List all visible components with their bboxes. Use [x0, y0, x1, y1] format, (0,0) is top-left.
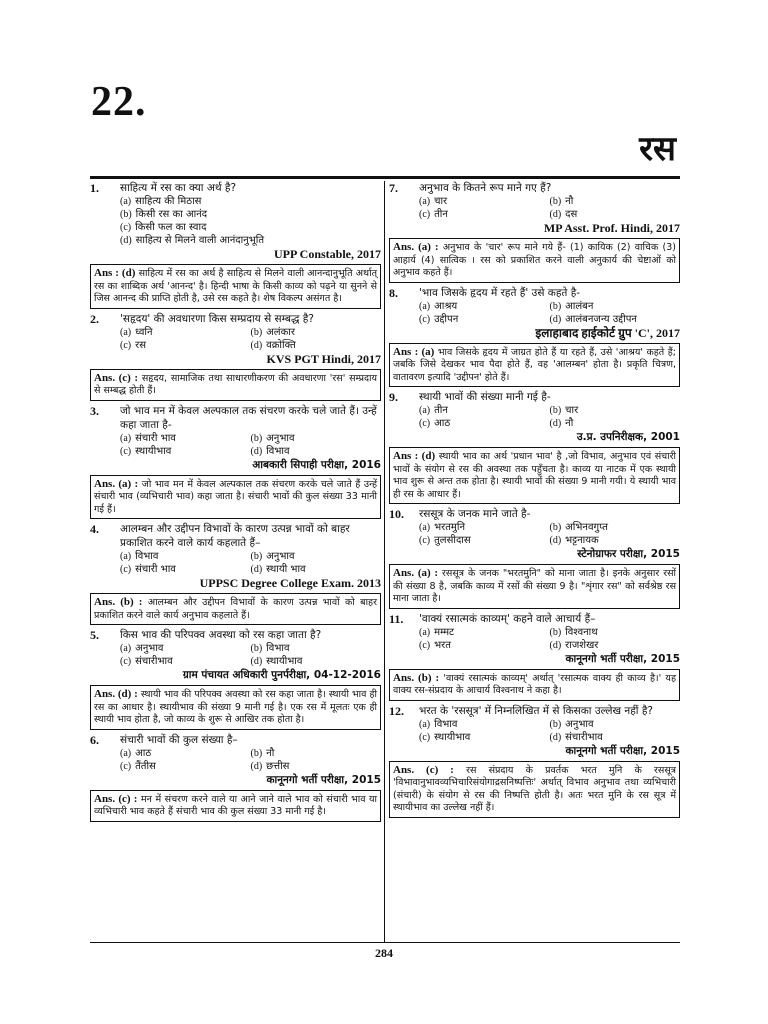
option: [550, 626, 681, 639]
option-text: विभाव: [266, 445, 290, 457]
answer-box: [389, 343, 680, 388]
option: [419, 731, 550, 744]
option: [120, 195, 381, 208]
question-block: [389, 704, 680, 818]
option-letter: (d): [549, 313, 562, 325]
question-block: [90, 733, 381, 822]
option-letter: (b): [549, 405, 562, 416]
question-text: जो भाव मन में केवल अल्पकाल तक संचरण करके चले जाते हैं। उन्हें कहा जाता है-: [120, 404, 377, 431]
option-text: नौ: [266, 747, 275, 759]
answer-explanation: रस संप्रदाय के प्रवर्तक भरत मुनि के रससूत्र 'विभावानुभावव्यभिचारिसंयोगाद्रसनिष्पत्तिः' अर्थात् विभाव अनुभाव तथा व्यभिचारी (संचारी) के संयोग से रस की निष्पत्ति होती है। अतः भरत मुनि के रस सूत्र में स्थायीभाव का उल्लेख नहीं हैं।: [393, 764, 676, 813]
answer-explanation: रससूत्र के जनक "भरतमुनि" को माना जाता है। इनके अनुसार रसों की संख्या 8 है, जबकि काव्य में रसों की संख्या 9 है। "शृंगार रस" को सर्वश्रेष्ठ रस माना जाता है।: [393, 568, 676, 604]
options-list: [120, 326, 381, 352]
option-text: आठ: [135, 747, 152, 759]
options-list: [419, 195, 680, 221]
option-letter: (c): [419, 209, 431, 220]
answer-box: [90, 685, 381, 730]
answer-label: Ans. (c) :: [94, 792, 138, 805]
option: [120, 760, 251, 773]
exam-source: MP Asst. Prof. Hindi, 2017: [543, 221, 680, 235]
option: [550, 313, 681, 326]
header-rule: [90, 176, 680, 179]
option-letter: (b): [250, 747, 263, 759]
option: [419, 195, 550, 208]
chapter-number: 22.: [91, 79, 147, 125]
question-number: 7.: [389, 181, 398, 195]
option-letter: (b): [549, 626, 562, 638]
option: [550, 404, 681, 417]
option-letter: (a): [120, 196, 132, 207]
exam-source: कानूनगो भर्ती परीक्षा, 2015: [266, 773, 381, 786]
option-letter: (c): [419, 731, 431, 743]
answer-explanation: मन में संचरण करने वाले या आने जाने वाले भाव को संचारी भाव या व्यभिचारी भाव कहते हैं संचारी भाव की कुल संख्या 33 मानी गई है।: [94, 793, 377, 817]
option: [419, 718, 550, 731]
option-letter: (a): [419, 405, 431, 416]
option: [120, 339, 251, 352]
answer-box: [90, 593, 381, 625]
question-text: 'वाक्यं रसात्मकं काव्यम्' कहने वाले आचार्य हैं–: [419, 612, 596, 625]
options-list: [419, 521, 680, 547]
option-text: छत्तीस: [266, 760, 290, 772]
option: [120, 234, 381, 247]
right-column: [389, 181, 680, 821]
options-list: [419, 718, 680, 744]
option: [120, 642, 251, 655]
exam-source: ग्राम पंचायत अधिकारी पुनर्परीक्षा, 04-12-2016: [182, 669, 381, 681]
question-block: [389, 181, 680, 283]
option-text: स्थायी भाव: [266, 564, 306, 575]
option: [251, 326, 382, 339]
option-text: विभाव: [266, 643, 290, 654]
option-text: किसी फल का स्वाद: [135, 222, 207, 233]
option: [419, 404, 550, 417]
question-text: स्थायी भावों की संख्या मानी गई है-: [419, 391, 551, 403]
option-letter: (b): [250, 432, 263, 444]
question-text: भरत के 'रससूत्र' में निम्नलिखित में से किसका उल्लेख नहीं है?: [419, 704, 653, 717]
option-text: आठ: [434, 418, 451, 429]
option-text: तैंतीस: [135, 760, 156, 772]
option-text: साहित्य की मिठास: [135, 196, 202, 207]
question-text: संचारी भावों की कुल संख्या है–: [120, 733, 238, 746]
question-number: 9.: [389, 390, 398, 404]
option-text: संचारी भाव: [135, 432, 176, 444]
option: [251, 760, 382, 773]
answer-box: [90, 475, 381, 520]
option-text: आलंबनजन्य उद्दीपन: [565, 313, 637, 325]
answer-explanation: स्थायी भाव की परिपक्व अवस्था को रस कहा जाता है। स्थायी भाव ही रस का आधार है। स्थायीभाव की संख्या 9 मानी गई है। एक रस में मूलतः एक ही स्थायी भाव होता है, जो काव्य के शुरू से आखिर तक होता है।: [94, 689, 377, 725]
exam-source: कानूनगो भर्ती परीक्षा, 2015: [565, 744, 680, 757]
answer-box: [90, 369, 381, 401]
option-letter: (c): [120, 339, 132, 351]
option: [251, 563, 382, 576]
option-text: स्थायीभाव: [135, 445, 172, 457]
option-text: अनुभाव: [266, 432, 295, 444]
option-text: भरतमुनि: [434, 522, 466, 533]
option-text: अभिनवगुप्त: [565, 522, 608, 533]
option-letter: (a): [419, 522, 431, 533]
option: [120, 221, 381, 234]
option-text: उद्दीपन: [434, 313, 459, 325]
question-text: रससूत्र के जनक माने जाते है-: [419, 508, 531, 520]
option-text: मम्मट: [434, 626, 455, 638]
option: [550, 195, 681, 208]
option-letter: (d): [250, 564, 263, 575]
option: [550, 521, 681, 534]
option-letter: (b): [549, 718, 562, 730]
option-text: विभाव: [135, 551, 159, 562]
footer-rule: [90, 942, 680, 943]
answer-box: [389, 447, 680, 504]
option-letter: (c): [120, 222, 132, 233]
exam-source: आबकारी सिपाही परीक्षा, 2016: [252, 458, 381, 471]
question-block: [90, 312, 381, 401]
option-letter: (c): [120, 656, 132, 667]
question-text: आलम्बन और उद्दीपन विभावों के कारण उत्पन्न भावों को बाहर प्रकाशित करने वाले कार्य कहलाते हैं–: [120, 523, 350, 549]
option-letter: (a): [120, 747, 132, 759]
answer-label: Ans. (c) :: [94, 371, 139, 384]
option-letter: (b): [120, 209, 132, 220]
question-number: 8.: [389, 285, 398, 300]
page-number: 284: [375, 946, 393, 960]
answer-explanation: अनुभाव के 'चार' रूप माने गये हैं- (1) कायिक (2) वाचिक (3) आहार्य (4) सात्विक । रस को प्रकाशित करने वाली अनुकार्य की चेष्टाओं को अनुभाव कहते हैं।: [393, 242, 676, 278]
question-text: 'सहृदय' की अवधारणा किस सम्प्रदाय से सम्बद्ध है?: [120, 312, 314, 325]
question-block: [90, 522, 381, 625]
option-letter: (b): [549, 196, 562, 207]
option: [251, 445, 382, 458]
option-letter: (c): [419, 535, 431, 546]
answer-box: [389, 669, 680, 701]
option-text: भरत: [434, 639, 451, 651]
exam-source: UPPSC Degree College Exam. 2013: [199, 576, 381, 590]
option: [550, 731, 681, 744]
options-list: [419, 300, 680, 326]
option-text: अनुभाव: [565, 718, 594, 730]
option: [550, 534, 681, 547]
option-letter: (a): [419, 300, 431, 312]
option-letter: (d): [250, 656, 263, 667]
exam-source: स्टेनोग्राफर परीक्षा, 2015: [577, 548, 680, 560]
option-text: दस: [565, 209, 578, 220]
question-number: 4.: [90, 522, 99, 536]
option-letter: (a): [419, 626, 431, 638]
exam-source: उ.प्र. उपनिरीक्षक, 2001: [576, 431, 680, 443]
option-text: तीन: [434, 405, 448, 416]
question: [90, 522, 381, 550]
column-divider: [384, 181, 385, 942]
option-text: राजशेखर: [565, 639, 599, 651]
answer-label: Ans : (a): [393, 345, 435, 358]
option-letter: (b): [549, 522, 562, 533]
question: [90, 733, 381, 747]
option-letter: (d): [250, 760, 263, 772]
answer-box: [389, 761, 680, 818]
option: [251, 339, 382, 352]
answer-label: Ans. (b) :: [94, 596, 143, 608]
option-text: अलंकार: [266, 326, 295, 338]
question-number: 1.: [90, 181, 99, 195]
options-list: [120, 432, 381, 458]
options-list: [419, 404, 680, 430]
option-letter: (d): [549, 209, 562, 220]
option-letter: (b): [250, 326, 263, 338]
answer-label: Ans. (d) :: [94, 688, 138, 700]
option-text: संचारीभाव: [135, 656, 173, 667]
option-letter: (c): [419, 639, 431, 651]
option: [419, 639, 550, 652]
question-number: 11.: [389, 611, 404, 626]
option: [550, 208, 681, 221]
answer-explanation: आलम्बन और उद्दीपन विभावों के कारण उत्पन्न भावों को बाहर प्रकाशित करने वाले कार्य अनुभाव कहलाते हैं।: [94, 597, 377, 621]
option: [120, 326, 251, 339]
question: [90, 181, 381, 195]
question: [389, 704, 680, 718]
option: [550, 639, 681, 652]
option-letter: (c): [120, 445, 132, 457]
option-text: संचारीभाव: [565, 731, 603, 743]
question-number: 3.: [90, 403, 99, 418]
question-text: 'भाव जिसके हृदय में रहते हैं' उसे कहते है-: [419, 286, 581, 299]
answer-box: [90, 264, 381, 309]
option: [120, 445, 251, 458]
chapter-title: रस: [639, 129, 676, 169]
answer-label: Ans. (b) :: [393, 671, 440, 684]
answer-explanation: भाव जिसके हृदय में जाग्रत होते हैं या रहते हैं, उसे 'आश्रय' कहते हैं; जबकि जिसे देखकर भाव पैदा होते हैं, वह 'आलम्बन' होता है। प्रकृति चित्रण, वातावरण इत्यादि 'उद्दीपन' होते हैं।: [393, 346, 676, 383]
question-number: 2.: [90, 311, 99, 326]
option: [419, 626, 550, 639]
option-letter: (d): [250, 339, 263, 351]
option: [120, 747, 251, 760]
question-number: 5.: [90, 628, 99, 642]
option-letter: (c): [120, 564, 132, 575]
question-text: अनुभाव के कितने रूप माने गए हैं?: [419, 182, 552, 194]
option: [251, 655, 382, 668]
option-text: विभाव: [434, 718, 458, 730]
answer-box: [389, 564, 680, 609]
option: [550, 300, 681, 313]
option-text: संचारी भाव: [135, 564, 176, 575]
answer-label: Ans : (d): [393, 450, 436, 462]
option-text: रस: [135, 339, 146, 351]
question: [389, 507, 680, 521]
option-letter: (d): [549, 731, 562, 743]
option: [419, 534, 550, 547]
question-block: [389, 390, 680, 504]
option-text: भट्टनायक: [565, 535, 599, 546]
answer-explanation: जो भाव मन में केवल अल्पकाल तक संचरण करके चले जाते हैं उन्हें संचारी भाव (व्यभिचारी भाव) कहा जाता है। संचारी भावों की कुल संख्या 33 मानी गई हैं।: [94, 478, 377, 515]
option-text: तीन: [434, 209, 448, 220]
answer-label: Ans. (c) :: [393, 763, 454, 776]
option-text: स्थायीभाव: [434, 731, 471, 743]
answer-explanation: 'वाक्यं रसात्मकं काव्यम्' अर्थात् 'रसात्मक वाक्य ही काव्य है।' यह वाक्य रस-संप्रदाय के आचार्य विश्वनाथ ने कहा है।: [393, 672, 676, 696]
question-text: किस भाव की परिपक्व अवस्था को रस कहा जाता है?: [120, 629, 322, 641]
option-text: नौ: [565, 418, 574, 429]
question-block: [90, 628, 381, 730]
left-column: [90, 181, 381, 825]
answer-label: Ans. (a) :: [94, 477, 139, 490]
answer-box: [389, 238, 680, 283]
option-text: चार: [565, 405, 579, 416]
option: [120, 550, 251, 563]
exam-source: इलाहाबाद हाईकोर्ट ग्रुप 'C', 2017: [535, 325, 680, 340]
option-text: अनुभाव: [135, 643, 164, 654]
question-number: 6.: [90, 732, 99, 747]
option-letter: (b): [250, 551, 263, 562]
option-letter: (a): [120, 326, 132, 338]
question-block: [389, 612, 680, 701]
option-letter: (a): [419, 196, 431, 207]
option-letter: (a): [120, 551, 132, 562]
question-block: [90, 181, 381, 309]
option: [120, 208, 381, 221]
options-list: [120, 195, 381, 247]
option-text: आश्रय: [434, 300, 458, 312]
option-text: वक्रोक्ति: [266, 339, 296, 351]
answer-label: Ans. (a) :: [393, 567, 439, 579]
option-text: किसी रस का आनंद: [135, 209, 208, 220]
option-letter: (d): [250, 445, 263, 457]
exam-source: KVS PGT Hindi, 2017: [266, 351, 381, 366]
option-letter: (c): [419, 313, 431, 325]
question: [389, 286, 680, 300]
question-block: [389, 507, 680, 609]
option: [419, 521, 550, 534]
option-text: चार: [434, 196, 448, 207]
option-letter: (b): [549, 300, 562, 312]
option-letter: (d): [549, 639, 562, 651]
options-list: [419, 626, 680, 652]
option: [419, 300, 550, 313]
option-text: विश्वनाथ: [565, 626, 598, 638]
question: [389, 612, 680, 626]
option: [550, 718, 681, 731]
option: [251, 642, 382, 655]
question: [389, 181, 680, 195]
option: [251, 432, 382, 445]
option-letter: (a): [419, 718, 431, 730]
options-list: [120, 550, 381, 576]
question-block: [90, 404, 381, 520]
answer-explanation: स्थायी भाव का अर्थ 'प्रधान भाव' है ,जो विभाव, अनुभाव एवं संचारी भावों के संयोग से रस की अवस्था तक पहुँचता है। काव्य या नाटक में एक स्थायी भाव शुरू से अन्त तक होता है। स्थायी भावों की संख्या 9 मानी गयी। ये स्थायी भाव ही रस के आधार हैं।: [393, 451, 676, 500]
option-letter: (b): [250, 643, 263, 654]
question: [90, 312, 381, 326]
option: [251, 550, 382, 563]
option-letter: (d): [549, 535, 562, 546]
option-text: तुलसीदास: [434, 535, 471, 546]
answer-box: [90, 790, 381, 822]
exam-source: UPP Constable, 2017: [273, 247, 381, 261]
options-list: [120, 642, 381, 668]
option-letter: (c): [419, 418, 431, 429]
question-text: साहित्य में रस का क्या अर्थ है?: [120, 182, 237, 194]
question: [389, 390, 680, 404]
answer-label: Ans : (d): [94, 267, 136, 279]
answer-explanation: सहृदय, सामाजिक तथा साधारणीकरण की अवधारणा 'रस' सम्प्रदाय से सम्बद्ध होती हैं।: [94, 372, 377, 396]
option: [419, 417, 550, 430]
option: [419, 208, 550, 221]
option-text: स्थायीभाव: [266, 656, 303, 667]
option-text: साहित्य से मिलने वाली आनंदानुभूति: [135, 235, 265, 246]
option: [550, 417, 681, 430]
option-letter: (c): [120, 760, 132, 772]
options-list: [120, 747, 381, 773]
option-text: ध्वनि: [135, 326, 153, 338]
question-number: 10.: [389, 507, 404, 521]
question-block: [389, 286, 680, 388]
exam-source: कानूनगो भर्ती परीक्षा, 2015: [565, 652, 680, 665]
option-letter: (d): [549, 418, 562, 429]
option: [251, 747, 382, 760]
answer-explanation: साहित्य में रस का अर्थ है साहित्य से मिलने वाली आनन्दानुभूति अर्थात् रस का शाब्दिक अर्थ 'आनन्द' है। हिन्दी भाषा के किसी काव्य को पढ़ने या सुनने से जिस आनन्द की प्राप्ति होती है, उसे रस कहते है। शेष विकल्प असंगत है।: [94, 268, 377, 304]
answer-label: Ans. (a) :: [393, 241, 439, 253]
option-letter: (d): [120, 235, 132, 246]
option-text: अनुभाव: [266, 551, 295, 562]
option: [419, 313, 550, 326]
question: [90, 628, 381, 642]
option-text: आलंबन: [565, 300, 594, 312]
question-number: 12.: [389, 703, 404, 718]
option: [120, 432, 251, 445]
option-text: नौ: [565, 196, 574, 207]
question: [90, 404, 381, 432]
option-letter: (a): [120, 432, 132, 444]
option-letter: (a): [120, 643, 132, 654]
option: [120, 563, 251, 576]
option: [120, 655, 251, 668]
